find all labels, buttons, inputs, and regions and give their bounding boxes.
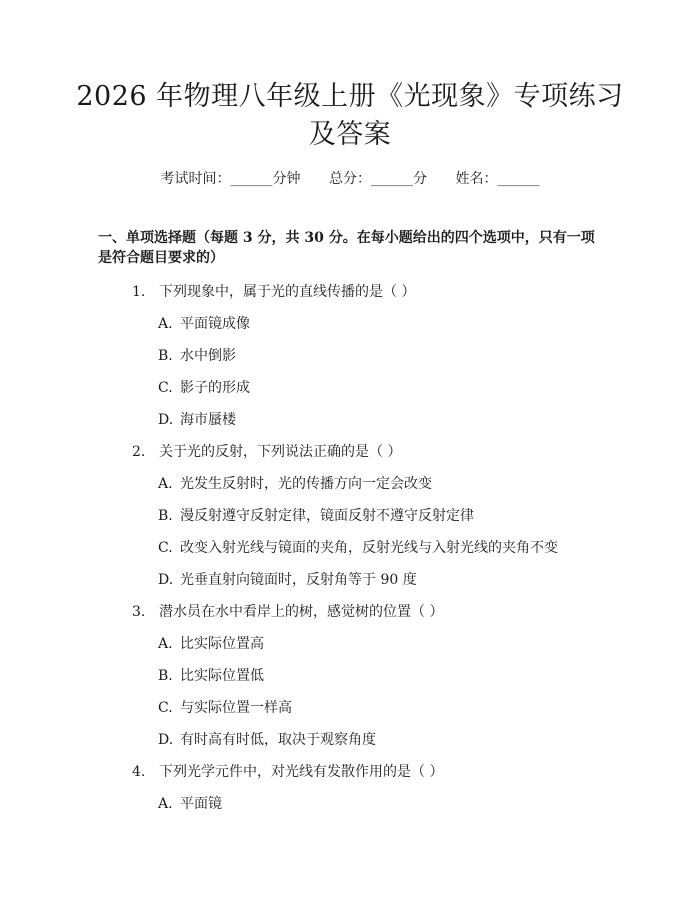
option-letter: B. (158, 508, 173, 524)
option-letter: D. (158, 412, 174, 428)
option-letter: A. (158, 476, 173, 492)
option-letter: A. (158, 316, 173, 332)
option-text: 比实际位置低 (180, 668, 264, 684)
option-1c (158, 378, 250, 398)
option-2d (158, 570, 417, 590)
question-text: 下列光学元件中，对光线有发散作用的是（ ） (159, 764, 444, 780)
option-1d (158, 410, 236, 430)
title-line-2: 及答案 (308, 119, 392, 150)
option-3b (158, 666, 264, 686)
page-title (60, 78, 640, 154)
question-number: 4. (132, 764, 146, 780)
option-text: 影子的形成 (180, 380, 250, 396)
option-3a (158, 634, 264, 654)
total-score-field: 总分：______分 (329, 171, 427, 187)
option-letter: A. (158, 796, 173, 812)
question-number: 2. (132, 444, 146, 460)
option-text: 海市蜃楼 (180, 412, 236, 428)
option-letter: B. (158, 348, 173, 364)
option-text: 改变入射光线与镜面的夹角，反射光线与入射光线的夹角不变 (180, 540, 558, 556)
option-3d (158, 730, 376, 750)
question-number: 3. (132, 604, 146, 620)
option-1b (158, 346, 236, 366)
option-text: 比实际位置高 (180, 636, 264, 652)
option-2a (158, 474, 432, 494)
option-letter: B. (158, 668, 173, 684)
option-letter: A. (158, 636, 173, 652)
option-4a (158, 794, 222, 814)
question-text: 潜水员在水中看岸上的树，感觉树的位置（ ） (159, 604, 444, 620)
option-text: 与实际位置一样高 (180, 700, 292, 716)
option-3c (158, 698, 292, 718)
option-letter: C. (158, 380, 173, 396)
student-name-field: 姓名：______ (455, 171, 540, 187)
option-text: 有时高有时低，取决于观察角度 (180, 732, 376, 748)
section-heading: 一、单项选择题（每题 3 分，共 30 分。在每小题给出的四个选项中，只有一项是符合题目要求的） (98, 230, 595, 266)
option-2c (158, 538, 558, 558)
title-line-1: 2026 年物理八年级上册《光现象》专项练习 (76, 81, 624, 112)
option-1a (158, 314, 250, 334)
question-4 (132, 762, 443, 782)
question-1 (132, 282, 415, 302)
option-letter: C. (158, 540, 173, 556)
option-letter: C. (158, 700, 173, 716)
exam-meta (0, 168, 700, 188)
option-text: 平面镜成像 (180, 316, 250, 332)
option-letter: D. (158, 732, 174, 748)
option-text: 水中倒影 (180, 348, 236, 364)
exam-time-field: 考试时间：______分钟 (160, 171, 301, 187)
question-3 (132, 602, 443, 622)
question-number: 1. (132, 284, 146, 300)
question-text: 下列现象中，属于光的直线传播的是（ ） (159, 284, 416, 300)
question-text: 关于光的反射，下列说法正确的是（ ） (159, 444, 402, 460)
option-letter: D. (158, 572, 174, 588)
option-text: 漫反射遵守反射定律，镜面反射不遵守反射定律 (180, 508, 474, 524)
option-2b (158, 506, 474, 526)
option-text: 平面镜 (180, 796, 222, 812)
option-text: 光垂直射向镜面时，反射角等于 90 度 (180, 572, 417, 588)
option-text: 光发生反射时，光的传播方向一定会改变 (180, 476, 432, 492)
question-2 (132, 442, 401, 462)
